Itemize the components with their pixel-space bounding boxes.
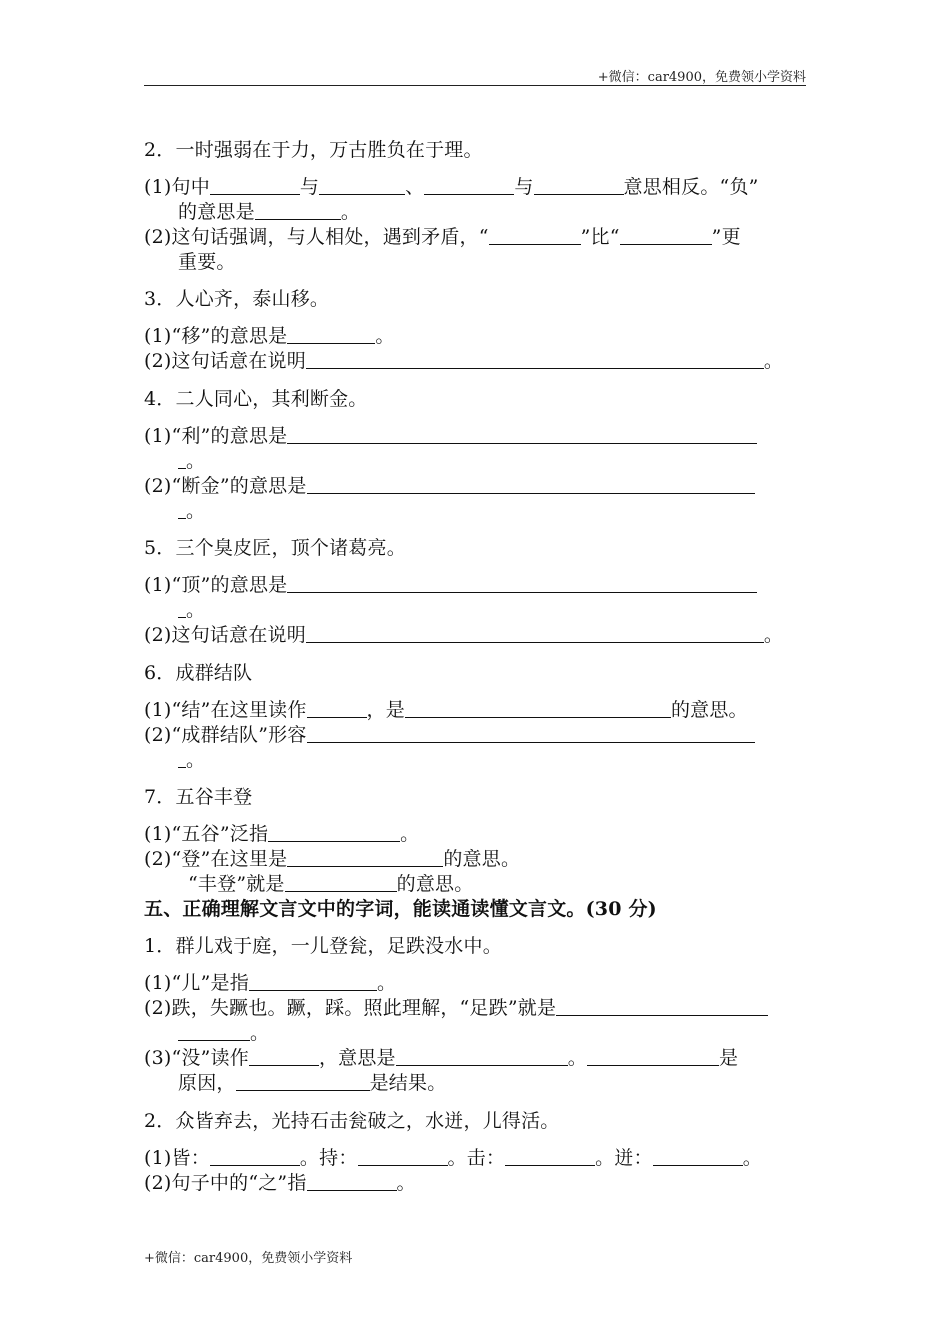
- header-rule: [144, 85, 806, 86]
- s5q1-blank-1[interactable]: [249, 970, 377, 991]
- s5q1-p1-b: 。: [376, 972, 397, 994]
- s5q1-p3-f: 是结果。: [369, 1072, 447, 1094]
- s5q1-p3-d: 是: [718, 1047, 739, 1069]
- q6-p2-a: (2)“成群结队”形容: [144, 724, 307, 746]
- s5q2-p1-d: 。迸：: [595, 1147, 653, 1169]
- s5q1-blank-2[interactable]: [556, 995, 768, 1016]
- footer-watermark: +微信：car4900，免费领小学资料: [144, 1251, 353, 1266]
- s5q2-part2: [144, 1170, 808, 1196]
- q2-part2-line2: 重要。: [178, 251, 236, 273]
- q3-part1: [144, 323, 808, 349]
- q2-p1-a: (1)句中: [144, 176, 210, 198]
- q2-p1-b: 与: [299, 176, 320, 198]
- s5q2-title: 2．众皆弃去，光持石击瓮破之，水迸，儿得活。: [144, 1110, 560, 1132]
- q4-p1-b: 。: [186, 450, 206, 472]
- s5q1-title: 1．群儿戏于庭，一儿登瓮，足跌没水中。: [144, 935, 502, 957]
- q4-blank-2-tail[interactable]: [178, 498, 186, 519]
- s5q1-blank-3[interactable]: [249, 1045, 319, 1066]
- s5q1-p3-text: [144, 1045, 738, 1071]
- s5q2-p2-b: 。: [396, 1172, 416, 1194]
- q7-blank-3[interactable]: [285, 871, 397, 892]
- q3-title: 3．人心齐，泰山移。: [144, 288, 330, 310]
- q2-blank-1[interactable]: [210, 174, 300, 195]
- q6-blank-3-tail[interactable]: [178, 747, 186, 768]
- q7-blank-1[interactable]: [268, 821, 400, 842]
- q4-title: 4．二人同心，其利断金。: [144, 388, 368, 410]
- q5-title: 5．三个臭皮匠，顶个诸葛亮。: [144, 537, 406, 559]
- q6-p1-a: (1)“结”在这里读作: [144, 699, 307, 721]
- s5q1-p2-b: 。: [250, 1022, 270, 1044]
- q5-part2: [144, 622, 808, 648]
- s5q1-part2-line1: [144, 995, 808, 1021]
- q2-p2-c: ”更: [711, 226, 741, 248]
- q2-blank-3[interactable]: [424, 174, 514, 195]
- q2-blank-4[interactable]: [534, 174, 624, 195]
- q6-part2-line2: [178, 747, 842, 773]
- q4-part1-line1: [144, 423, 808, 449]
- q2-blank-6[interactable]: [489, 224, 581, 245]
- s5q1-blank-4[interactable]: [396, 1045, 568, 1066]
- q7-part3: [188, 871, 852, 897]
- s5q1-part3-line2: [178, 1070, 842, 1096]
- q7-p2-a: (2)“登”在这里是: [144, 848, 288, 870]
- q7-part2: [144, 846, 808, 872]
- s5q1-part2-line2: [178, 1020, 842, 1046]
- q2-p2-b: ”比“: [580, 226, 620, 248]
- q5-p2-b: 。: [763, 624, 784, 646]
- q7-p3-a: “丰登”就是: [188, 873, 285, 895]
- q4-p1-a: (1)“利”的意思是: [144, 425, 288, 447]
- s5q2-p1-a: (1)皆：: [144, 1147, 210, 1169]
- q3-p2-a: (2)这句话意在说明: [144, 350, 306, 372]
- s5q2-blank-5[interactable]: [307, 1170, 397, 1191]
- q5-part1-line2: [178, 597, 842, 623]
- q6-part2-line1: [144, 722, 808, 748]
- s5q1-blank-6[interactable]: [236, 1070, 370, 1091]
- q2-p2-a: (2)这句话强调，与人相处，遇到矛盾，“: [144, 226, 489, 248]
- q4-blank-1[interactable]: [287, 423, 757, 444]
- q3-p2-b: 。: [763, 350, 784, 372]
- s5q2-p1-e: 。: [742, 1147, 762, 1169]
- q2-title: 2．一时强弱在于力，万古胜负在于理。: [144, 139, 483, 161]
- s5q2-p1-b: 。持：: [299, 1147, 358, 1169]
- q2-part1-line1: [144, 174, 808, 200]
- q7-blank-2[interactable]: [287, 846, 443, 867]
- s5q1-p3-a: (3)“没”读作: [144, 1047, 249, 1069]
- q4-p2-a: (2)“断金”的意思是: [144, 475, 307, 497]
- q7-p3-b: 的意思。: [396, 873, 474, 895]
- q5-p1-a: (1)“顶”的意思是: [144, 574, 288, 596]
- s5q1-blank-2-tail[interactable]: [178, 1020, 250, 1041]
- q3-part2: [144, 348, 808, 374]
- s5q1-part3-line1: [144, 1045, 808, 1071]
- s5q2-part1: [144, 1145, 808, 1171]
- q4-part2-line2: [178, 498, 842, 524]
- s5q1-p3-b: ，意思是: [318, 1047, 396, 1069]
- s5q2-blank-2[interactable]: [358, 1145, 448, 1166]
- q6-blank-2[interactable]: [405, 697, 671, 718]
- s5q1-part1: [144, 970, 808, 996]
- q2-blank-7[interactable]: [620, 224, 712, 245]
- q6-blank-3[interactable]: [307, 722, 755, 743]
- q6-p1-c: 的意思。: [670, 699, 748, 721]
- q2-p1-f: 的意思是: [178, 201, 255, 223]
- s5q2-p2-a: (2)句子中的“之”指: [144, 1172, 307, 1194]
- q5-p2-a: (2)这句话意在说明: [144, 624, 306, 646]
- q3-blank-1[interactable]: [287, 323, 375, 344]
- q2-part1-text: [144, 174, 759, 200]
- s5q1-p3-c: 。: [567, 1047, 587, 1069]
- q2-p1-e: 意思相反。“负”: [623, 176, 759, 198]
- q6-p2-b: 。: [186, 749, 206, 771]
- q6-blank-1[interactable]: [307, 697, 367, 718]
- q5-blank-1[interactable]: [287, 572, 757, 593]
- q5-blank-1-tail[interactable]: [178, 597, 186, 618]
- q4-blank-1-tail[interactable]: [178, 448, 186, 469]
- q2-blank-2[interactable]: [319, 174, 405, 195]
- s5q1-p3-e: 原因，: [178, 1072, 236, 1094]
- q3-p1-b: 。: [375, 325, 395, 347]
- q2-p1-d: 与: [514, 176, 534, 198]
- s5q2-blank-3[interactable]: [505, 1145, 595, 1166]
- q7-p1-a: (1)“五谷”泛指: [144, 823, 269, 845]
- q7-part1: [144, 821, 808, 847]
- q4-p2-b: 。: [186, 500, 206, 522]
- q2-p1-c: 、: [405, 176, 425, 198]
- q7-title: 7．五谷丰登: [144, 786, 253, 808]
- section5-title: 五、正确理解文言文中的字词，能读通读懂文言文。(30 分): [144, 898, 657, 920]
- q3-blank-2[interactable]: [306, 348, 764, 369]
- s5q2-p1-c: 。击：: [447, 1147, 506, 1169]
- q6-p1-b: ，是: [366, 699, 405, 721]
- s5q2-blank-4[interactable]: [653, 1145, 743, 1166]
- q5-part1-line1: [144, 572, 808, 598]
- q6-title: 6．成群结队: [144, 662, 253, 684]
- q4-part2-line1: [144, 473, 808, 499]
- q2-part2-line1: [144, 224, 808, 250]
- s5q2-blank-1[interactable]: [210, 1145, 300, 1166]
- q5-p1-b: 。: [186, 599, 206, 621]
- s5q1-blank-5[interactable]: [587, 1045, 719, 1066]
- header-watermark: +微信：car4900，免费领小学资料: [597, 70, 806, 85]
- q7-p1-b: 。: [400, 823, 420, 845]
- q3-p1-a: (1)“移”的意思是: [144, 325, 288, 347]
- q7-p2-b: 的意思。: [443, 848, 521, 870]
- s5q1-p1-a: (1)“儿”是指: [144, 972, 249, 994]
- q5-blank-2[interactable]: [306, 622, 764, 643]
- q6-part1: [144, 697, 808, 723]
- q4-part1-line2: [178, 448, 842, 474]
- s5q1-p2-a: (2)跌，失蹶也。蹶，踩。照此理解，“足跌”就是: [144, 997, 557, 1019]
- q4-blank-2[interactable]: [307, 473, 755, 494]
- q2-blank-5[interactable]: [255, 199, 341, 220]
- q2-part1-line2: [178, 199, 842, 225]
- q2-p1-g: 。: [340, 201, 361, 223]
